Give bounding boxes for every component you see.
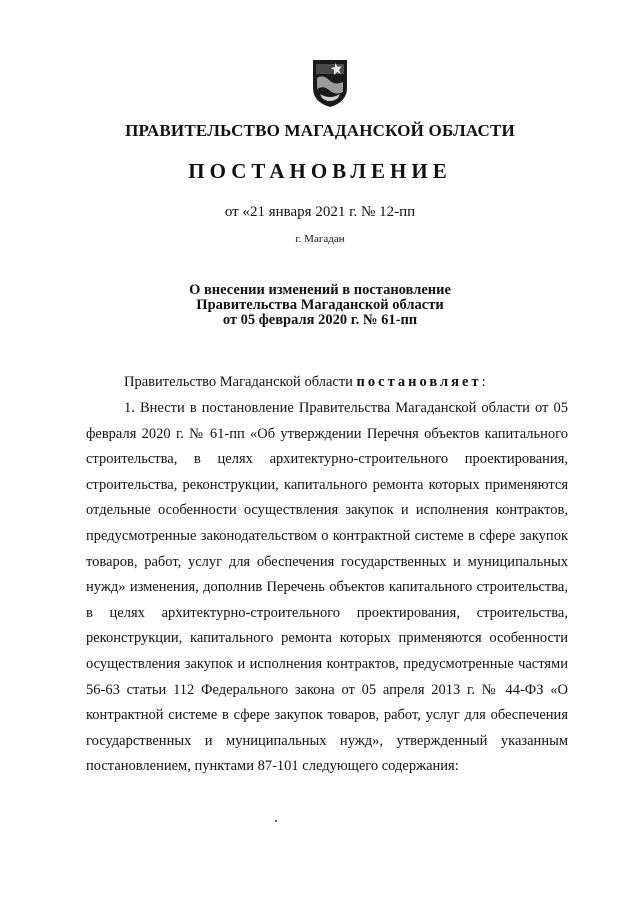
title-line: Правительства Магаданской области (196, 297, 444, 313)
document-type: ПОСТАНОВЛЕНИЕ (188, 159, 452, 183)
document-title (0, 283, 640, 328)
document-city: г. Магадан (295, 233, 345, 245)
coat-of-arms-emblem (311, 58, 349, 108)
point-1-paragraph: 1. Внести в постановление Правительства Магаданской области от 05 февраля 2020 г. № 61-пп «Об утверждении Перечня объектов капитального строительства, в целях архитектурно-строительного проектирования, строительства, реконструкции, капитального ремонта которых применяются отдельные особенности осуществления закупок и исполнения контрактов, предусмотренные законодательством о контрактной системе в сфере закупок товаров, работ, услуг для обеспечения государственных и муниципальных нужд» изменения, дополнив Перечень объектов капитального строительства, в целях архитектурно-строительного проектирования, строительства, реконструкции, капитального ремонта которых применяются особенности осуществления закупок и исполнения контрактов, предусмотренные частями 56-63 статьи 112 Федерального закона от 05 апреля 2013 г. № 44-ФЗ «О контрактной системе в сфере закупок товаров, работ, услуг для обеспечения государственных и муниципальных нужд», утвержденный указанным постановлением, пунктами 87-101 следующего содержания: (86, 400, 568, 775)
document-date-number: от «21 января 2021 г. № 12-пп (224, 204, 416, 220)
government-name: ПРАВИТЕЛЬСТВО МАГАДАНСКОЙ ОБЛАСТИ (125, 121, 515, 140)
intro-prefix: Правительство Магаданской области (124, 374, 357, 390)
scan-artifact-dot (275, 820, 277, 822)
intro-suffix: : (481, 374, 486, 390)
title-line: от 05 февраля 2020 г. № 61-пп (222, 312, 418, 328)
intro-paragraph (86, 370, 568, 396)
title-line: О внесении изменений в постановление (189, 282, 451, 298)
intro-decree-word: постановляет (356, 374, 482, 390)
